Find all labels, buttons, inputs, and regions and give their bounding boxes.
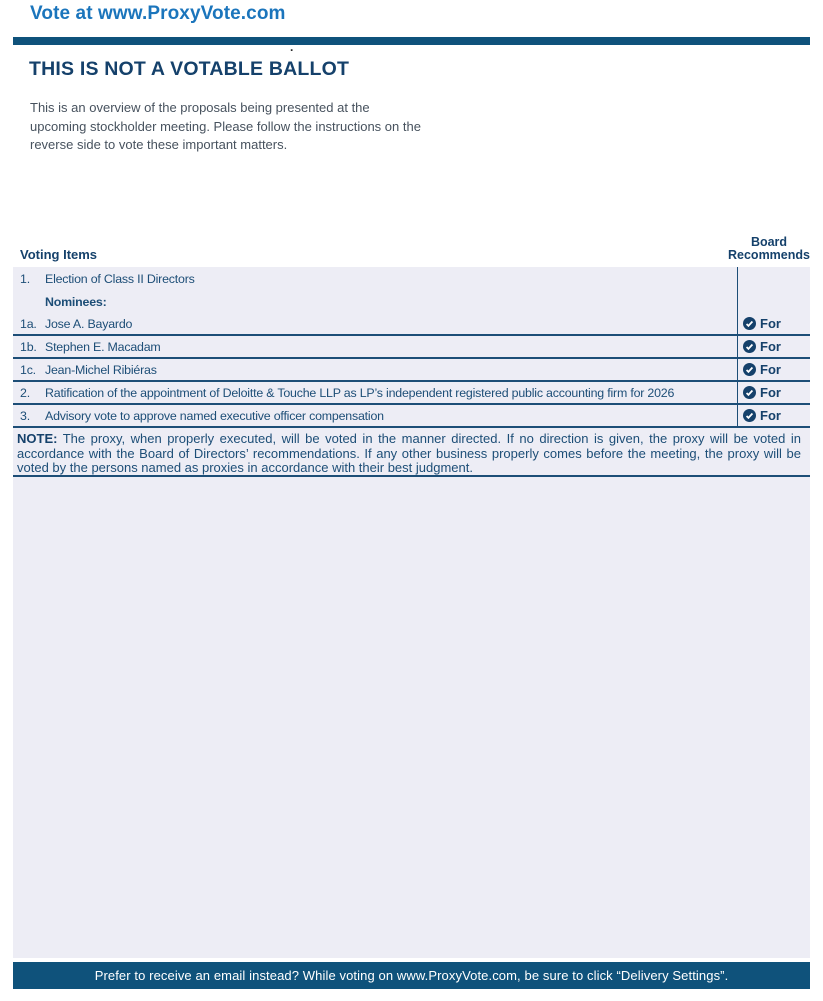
stray-dot: . <box>290 40 294 54</box>
recommend-label: For <box>760 316 781 331</box>
top-divider-bar <box>13 37 810 45</box>
board-recommends-header <box>728 236 810 264</box>
table-header <box>13 231 810 264</box>
row-text: Jean-Michel Ribiéras <box>45 362 157 377</box>
checkmark-circle-icon <box>743 386 756 399</box>
row-number: 2. <box>20 385 30 400</box>
row-text: Jose A. Bayardo <box>45 316 133 331</box>
proxy-note <box>13 428 810 477</box>
recommend-cell <box>737 359 810 380</box>
table-row <box>13 290 810 313</box>
recommend-cell <box>737 336 810 357</box>
row-text: Stephen E. Macadam <box>45 339 161 354</box>
row-text: Advisory vote to approve named executive officer compensation <box>45 408 384 423</box>
recommend-label: For <box>760 385 781 400</box>
row-text: Election of Class II Directors <box>45 271 195 286</box>
checkmark-circle-icon <box>743 317 756 330</box>
table-row <box>13 382 810 405</box>
table-row <box>13 267 810 290</box>
recommend-cell <box>737 405 810 426</box>
board-recommends-header-line1: Board <box>750 235 788 249</box>
checkmark-circle-icon <box>743 409 756 422</box>
recommend-cell <box>737 267 810 290</box>
voting-items-header: Voting Items <box>20 247 98 262</box>
row-number: 1. <box>20 271 30 286</box>
note-prefix: NOTE: <box>17 431 58 446</box>
row-text: Ratification of the appointment of Deloitte & Touche LLP as LP’s independent registered public accounting firm for 2026 <box>45 385 675 400</box>
voting-items-table <box>13 267 810 958</box>
recommend-label: For <box>760 408 781 423</box>
board-recommends-header-line2: Recommends <box>728 248 810 262</box>
footer-banner: Prefer to receive an email instead? While voting on www.ProxyVote.com, be sure to click “Delivery Settings”. <box>13 962 810 989</box>
notice-title: THIS IS NOT A VOTABLE BALLOT <box>29 58 350 80</box>
recommend-label: For <box>760 362 781 377</box>
checkmark-circle-icon <box>743 363 756 376</box>
table-row <box>13 405 810 428</box>
note-text: The proxy, when properly executed, will be voted in the manner directed. If no direction is given, the proxy will be voted in accordance with the Board of Directors’ recommendations. If any other business properly comes before the meeting, the proxy will be voted by the persons named as proxies in accordance with their best judgment. <box>17 431 801 476</box>
table-row <box>13 359 810 382</box>
row-number: 1c. <box>20 362 36 377</box>
table-row <box>13 313 810 336</box>
table-row <box>13 336 810 359</box>
recommend-cell <box>737 290 810 313</box>
row-number: 1a. <box>20 316 37 331</box>
recommend-label: For <box>760 339 781 354</box>
row-number: 3. <box>20 408 30 423</box>
recommend-cell <box>737 382 810 403</box>
checkmark-circle-icon <box>743 340 756 353</box>
row-number: 1b. <box>20 339 37 354</box>
vote-url-title: Vote at www.ProxyVote.com <box>30 3 286 24</box>
recommend-cell <box>737 313 810 334</box>
row-text: Nominees: <box>45 294 107 309</box>
intro-paragraph: This is an overview of the proposals being presented at the upcoming stockholder meeting. Please follow the instructions on the reverse side to vote these important matters. <box>30 100 421 152</box>
